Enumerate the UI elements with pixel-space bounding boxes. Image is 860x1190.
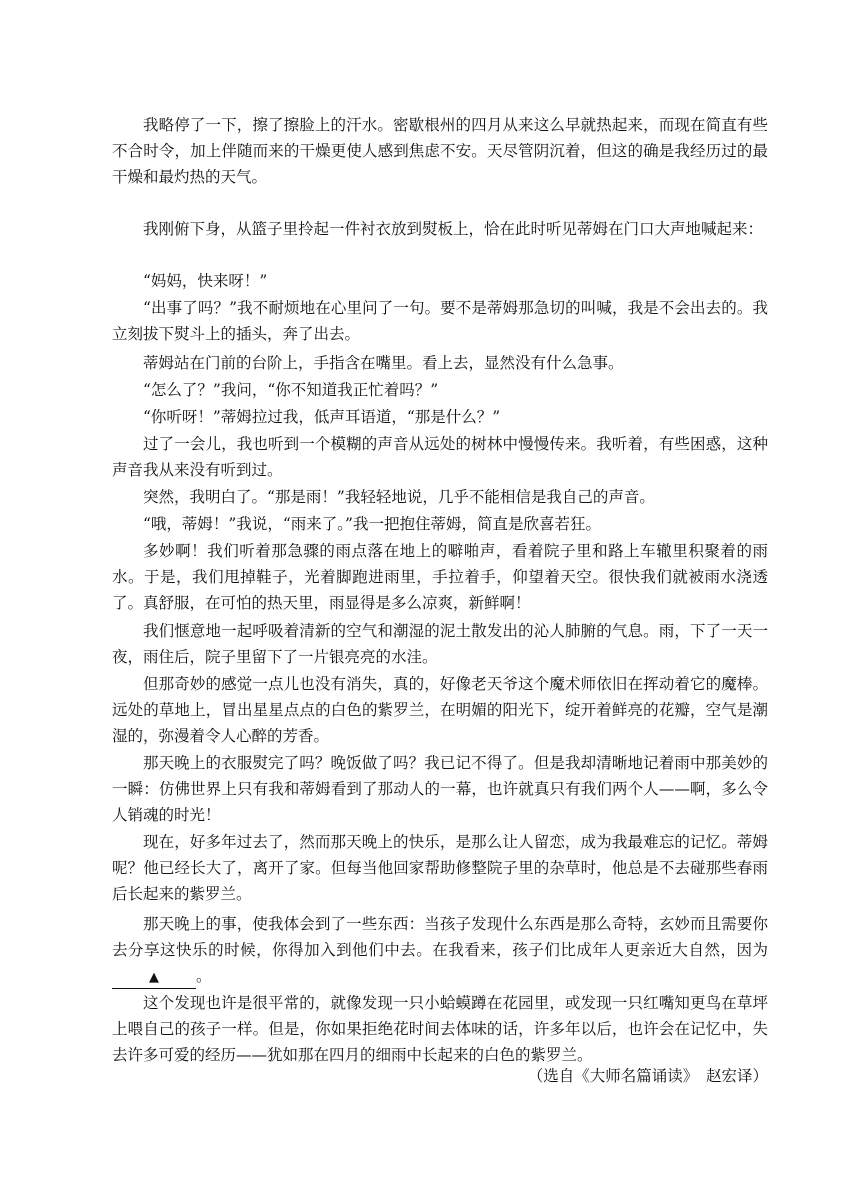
paragraph-8: 过了一会儿，我也听到一个模糊的声音从远处的树林中慢慢传来。我听着，有些困惑，这种声音我从来没有听到过。: [112, 435, 768, 479]
source-citation: （选自《大师名篇诵读》 赵宏译）: [527, 1067, 768, 1085]
paragraph-15: 现在，好多年过去了，然而那天晚上的快乐，是那么让人留恋，成为我最难忘的记忆。蒂姆呢？他已经长大了，离开了家。但每当他回家帮助修整院子里的杂草时，他总是不去碰那些春雨后长起来的紫罗兰。: [112, 833, 768, 903]
paragraph-1: 我略停了一下，擦了擦脸上的汗水。密歇根州的四月从来这么早就热起来，而现在简直有些不合时令，加上伴随而来的干燥更使人感到焦虑不安。天尽管阴沉着，但这的确是我经历过的最干燥和最灼热的天气。: [112, 116, 768, 186]
paragraph-16-text: 那天晚上的事，使我体会到了一些东西：当孩子发现什么东西是那么奇特，玄妙而且需要你去分享这快乐的时候，你得加入到他们中去。在我看来，孩子们比成年人更亲近大自然，因为: [112, 915, 768, 959]
paragraph-2: 我刚俯下身，从篮子里拎起一件衬衣放到熨板上，恰在此时听见蒂姆在门口大声地喊起来：: [143, 220, 764, 238]
paragraph-11: 多妙啊！我们听着那急骤的雨点落在地上的噼啪声，看着院子里和路上车辙里积聚着的雨水。于是，我们甩掉鞋子，光着脚跑进雨里，手拉着手，仰望着天空。很快我们就被雨水浇透了。真舒服，在可怕的热天里，雨显得是多么凉爽，新鲜啊！: [112, 542, 768, 612]
paragraph-6: “怎么了？”我问，“你不知道我正忙着吗？”: [143, 381, 439, 399]
answer-blank: [112, 966, 196, 989]
paragraph-10: “哦，蒂姆！”我说，“雨来了。”我一把抱住蒂姆，简直是欣喜若狂。: [143, 515, 601, 533]
paragraph-5: 蒂姆站在门前的台阶上，手指含在嘴里。看上去，显然没有什么急事。: [143, 354, 624, 372]
paragraph-7: “你听呀！”蒂姆拉过我，低声耳语道，“那是什么？”: [143, 408, 501, 426]
paragraph-13: 但那奇妙的感觉一点儿也没有消失，真的，好像老天爷这个魔术师依旧在挥动着它的魔棒。远处的草地上，冒出星星点点的白色的紫罗兰，在明媚的阳光下，绽开着鲜亮的花瓣，空气是潮湿的，弥漫着令人心醉的芳香。: [112, 675, 768, 745]
paragraph-9: 突然，我明白了。“那是雨！”我轻轻地说，几乎不能相信是我自己的声音。: [143, 488, 655, 506]
paragraph-3: “妈妈，快来呀！”: [143, 272, 268, 290]
paragraph-16: [112, 911, 768, 989]
paragraph-17: 这个发现也许是很平常的，就像发现一只小蛤蟆蹲在花园里，或发现一只红嘴知更鸟在草坪上喂自己的孩子一样。但是，你如果拒绝花时间去体味的话，许多年以后，也许会在记忆中，失去许多可爱的经历——犹如那在四月的细雨中长起来的白色的紫罗兰。: [112, 994, 768, 1064]
paragraph-16-end: 。: [196, 967, 212, 985]
paragraph-12: 我们惬意地一起呼吸着清新的空气和潮湿的泥土散发出的沁人肺腑的气息。雨，下了一天一夜，雨住后，院子里留下了一片银亮亮的水洼。: [112, 622, 768, 666]
triangle-marker-icon: ▲: [149, 970, 159, 985]
paragraph-4: “出事了吗？”我不耐烦地在心里问了一句。要不是蒂姆那急切的叫喊，我是不会出去的。我立刻拔下熨斗上的插头，奔了出去。: [112, 299, 768, 343]
paragraph-14: 那天晚上的衣服熨完了吗？晚饭做了吗？我已记不得了。但是我却清晰地记着雨中那美妙的一瞬：仿佛世界上只有我和蒂姆看到了那动人的一幕，也许就真只有我们两个人——啊，多么令人销魂的时光！: [112, 754, 768, 824]
